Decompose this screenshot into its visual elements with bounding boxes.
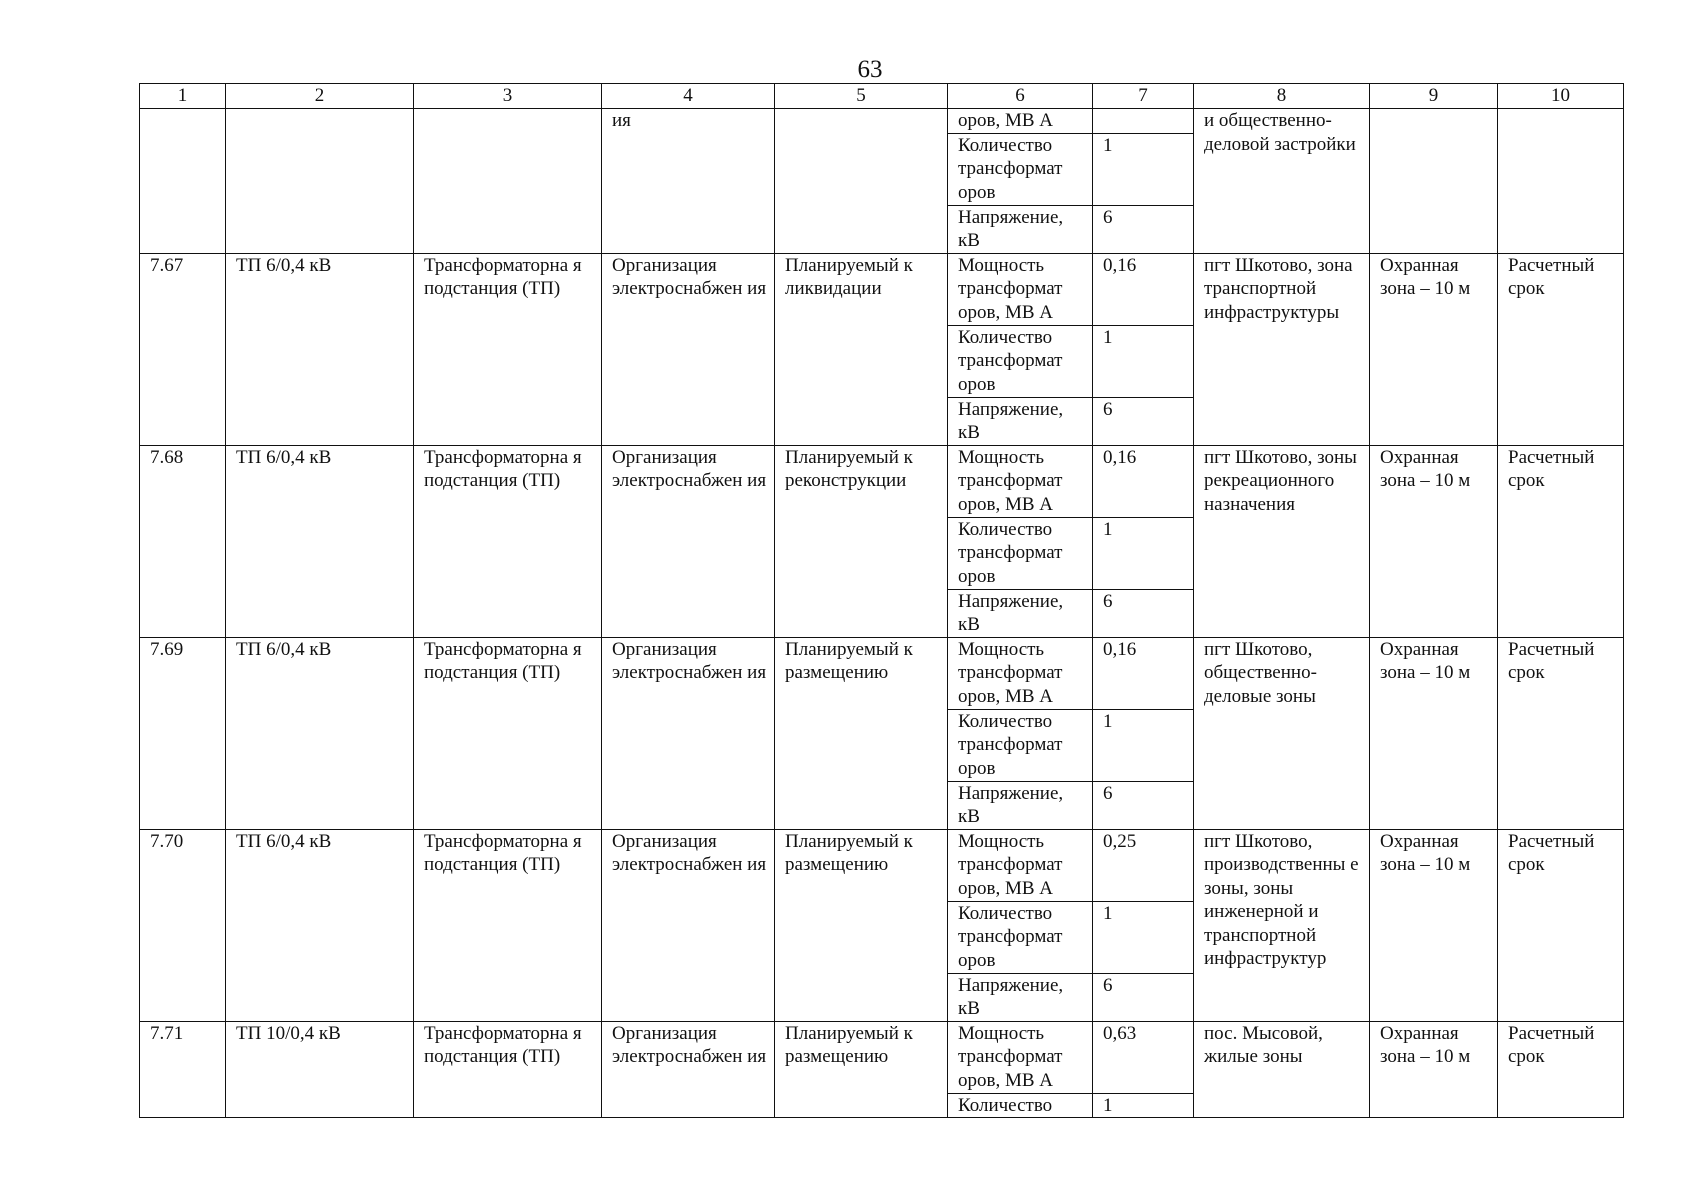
status-cell: Планируемый к размещению [775,637,948,829]
param-name-cell: Количество трансформат оров [948,901,1093,973]
column-number-row [140,84,1624,109]
param-name-cell: Мощность трансформат оров, МВ А [948,1021,1093,1093]
param-name-cell: Количество [948,1093,1093,1118]
object-type-cell [414,109,602,254]
status-cell: Планируемый к размещению [775,1021,948,1118]
param-value-cell: 0,63 [1093,1021,1194,1093]
row-number-cell: 7.67 [140,253,226,445]
location-cell: пгт Шкотово, зоны рекреационного назначения [1194,445,1370,637]
param-name-cell: Напряжение, кВ [948,781,1093,829]
column-number: 8 [1194,84,1370,109]
param-name-cell: Количество трансформат оров [948,709,1093,781]
object-type-cell: Трансформаторна я подстанция (ТП) [414,253,602,445]
purpose-cell: Организация электроснабжен ия [602,829,775,1021]
status-cell: Планируемый к размещению [775,829,948,1021]
row-number-cell: 7.70 [140,829,226,1021]
param-value-cell: 0,16 [1093,253,1194,325]
term-cell: Расчетный срок [1498,829,1624,1021]
location-cell: пос. Мысовой, жилые зоны [1194,1021,1370,1118]
param-value-cell [1093,109,1194,134]
param-value-cell: 0,25 [1093,829,1194,901]
column-number: 4 [602,84,775,109]
param-name-cell: Мощность трансформат оров, МВ А [948,445,1093,517]
param-value-cell: 1 [1093,901,1194,973]
column-number: 10 [1498,84,1624,109]
infrastructure-table [139,83,1624,1118]
param-name-cell: Напряжение, кВ [948,205,1093,253]
param-value-cell: 6 [1093,781,1194,829]
param-value-cell: 1 [1093,325,1194,397]
param-name-cell: Мощность трансформат оров, МВ А [948,829,1093,901]
param-value-cell: 0,16 [1093,637,1194,709]
purpose-cell: Организация электроснабжен ия [602,253,775,445]
object-name-cell: ТП 6/0,4 кВ [226,445,414,637]
term-cell: Расчетный срок [1498,1021,1624,1118]
status-cell [775,109,948,254]
param-name-cell: Напряжение, кВ [948,589,1093,637]
row-number-cell: 7.69 [140,637,226,829]
column-number: 5 [775,84,948,109]
object-name-cell: ТП 10/0,4 кВ [226,1021,414,1118]
purpose-cell: ия [602,109,775,254]
column-number: 2 [226,84,414,109]
term-cell: Расчетный срок [1498,253,1624,445]
column-number: 1 [140,84,226,109]
param-name-cell: Количество трансформат оров [948,133,1093,205]
object-name-cell [226,109,414,254]
param-name-cell: Напряжение, кВ [948,397,1093,445]
param-name-cell: оров, МВ А [948,109,1093,134]
param-name-cell: Количество трансформат оров [948,325,1093,397]
row-number-cell [140,109,226,254]
zone-cell: Охранная зона – 10 м [1370,1021,1498,1118]
location-cell: пгт Шкотово, общественно-деловые зоны [1194,637,1370,829]
column-number: 6 [948,84,1093,109]
object-type-cell: Трансформаторна я подстанция (ТП) [414,637,602,829]
purpose-cell: Организация электроснабжен ия [602,1021,775,1118]
table-row [140,829,1624,901]
table-row [140,253,1624,325]
param-value-cell: 6 [1093,397,1194,445]
row-number-cell: 7.68 [140,445,226,637]
zone-cell: Охранная зона – 10 м [1370,253,1498,445]
param-value-cell: 1 [1093,517,1194,589]
location-cell: пгт Шкотово, производственны е зоны, зоны инженерной и транспортной инфраструктур [1194,829,1370,1021]
table-row [140,109,1624,134]
column-number: 7 [1093,84,1194,109]
table-row [140,1021,1624,1093]
param-value-cell: 1 [1093,1093,1194,1118]
object-type-cell: Трансформаторна я подстанция (ТП) [414,1021,602,1118]
object-type-cell: Трансформаторна я подстанция (ТП) [414,445,602,637]
table-row [140,637,1624,709]
param-value-cell: 6 [1093,589,1194,637]
location-cell: и общественно-деловой застройки [1194,109,1370,254]
zone-cell: Охранная зона – 10 м [1370,637,1498,829]
term-cell [1498,109,1624,254]
param-name-cell: Напряжение, кВ [948,973,1093,1021]
zone-cell: Охранная зона – 10 м [1370,445,1498,637]
param-value-cell: 6 [1093,973,1194,1021]
table-row [140,445,1624,517]
column-number: 3 [414,84,602,109]
object-name-cell: ТП 6/0,4 кВ [226,637,414,829]
location-cell: пгт Шкотово, зона транспортной инфраструктуры [1194,253,1370,445]
param-value-cell: 1 [1093,133,1194,205]
term-cell: Расчетный срок [1498,445,1624,637]
object-name-cell: ТП 6/0,4 кВ [226,253,414,445]
param-value-cell: 0,16 [1093,445,1194,517]
status-cell: Планируемый к ликвидации [775,253,948,445]
object-name-cell: ТП 6/0,4 кВ [226,829,414,1021]
row-number-cell: 7.71 [140,1021,226,1118]
page-number: 63 [857,56,883,83]
param-name-cell: Количество трансформат оров [948,517,1093,589]
purpose-cell: Организация электроснабжен ия [602,445,775,637]
term-cell: Расчетный срок [1498,637,1624,829]
status-cell: Планируемый к реконструкции [775,445,948,637]
param-name-cell: Мощность трансформат оров, МВ А [948,637,1093,709]
zone-cell [1370,109,1498,254]
object-type-cell: Трансформаторна я подстанция (ТП) [414,829,602,1021]
purpose-cell: Организация электроснабжен ия [602,637,775,829]
param-name-cell: Мощность трансформат оров, МВ А [948,253,1093,325]
param-value-cell: 1 [1093,709,1194,781]
column-number: 9 [1370,84,1498,109]
zone-cell: Охранная зона – 10 м [1370,829,1498,1021]
param-value-cell: 6 [1093,205,1194,253]
